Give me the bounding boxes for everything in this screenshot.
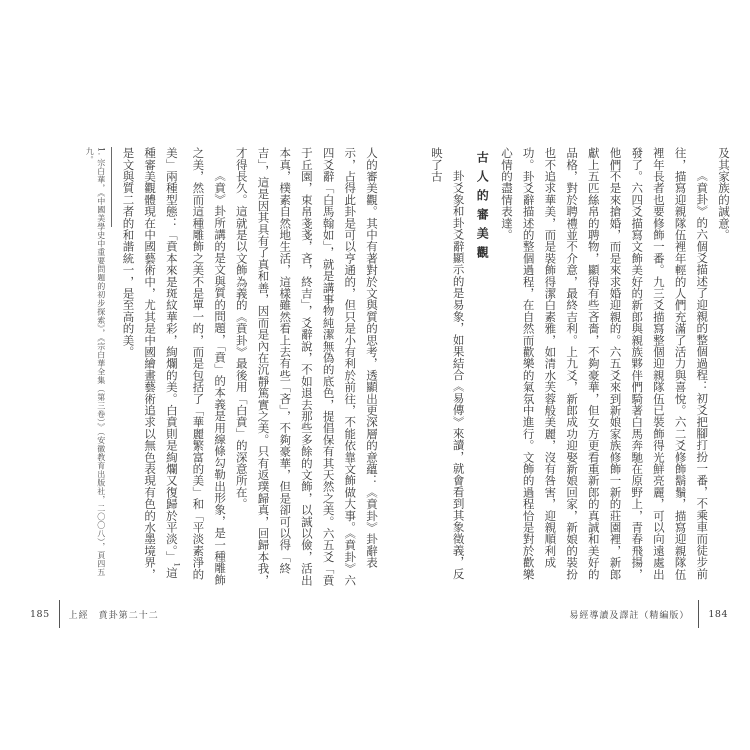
paragraph-continued-aesthetics: 人的審美觀。其中有著對於文與質的思考，透顯出更深層的意蘊：《賁卦》卦辭表示，占得此卦是可以亨通的，但只是小有利於前往，不能依靠文飾做大事。《賁卦》六四爻辭「白馬翰如」，就是講事物純潔無偽的底色，提倡保有其天然之美。六五爻「賁于丘園，束帛戔戔，吝，終吉」，爻辭說，不如退去那些多餘的文飾，以誠以儉，活出本真，樸素自然地生活，這樣雖然看上去有些「吝」，不夠豪華，但是卻可以得「終吉」，這是因其具有了真和善，因而是內在沉靜篤實之美。只有返璞歸真，回歸本我，才得長久。這就是以文飾為義的《賁卦》最後用「白賁」的深意所在。 [234, 147, 379, 586]
paragraph-wen-and-zhi [117, 147, 230, 588]
left-page-text [84, 147, 382, 588]
paragraph-bigua-six-lines: 《賁卦》的六個爻描述了迎親的整個過程：初爻把腳打扮一番，不乘車而徒步前往，描寫迎親隊伍裡年輕的人們充滿了活力與喜悅。六二爻修飾鬍鬚，描寫迎親隊伍裡年長者也要修飾一番。九三爻描寫整個迎親隊伍已裝飾得光鮮亮麗，可以向遠處出發了。六四爻描寫文飾美好的新郎與親族夥伴們騎著白馬奔馳在原野上，青春飛揚，他們不是來搶婚，而是來求婚迎親的。六五爻來到新娘家族修飾一新的莊園裡，新郎獻上五匹絲帛的聘物，顯得有些吝嗇，不夠豪華，但女方更看重新郎的真誠和美好的品格，對於聘禮並不介意，最終吉利。上九爻，新郎成功迎娶新娘回家，新娘的裝扮也不追求華美，而是裝飾得潔白素雅，如清水芙蓉般美麗，沒有咎害，迎親順利成功。卦爻辭描述的整個過程，在自然而歡樂的氣氛中進行。文飾的過程恰是對於歡樂心情的盡情表達。 [499, 147, 710, 580]
left-page-footer [30, 600, 159, 628]
paragraph-text-after-footnote: 這種審美觀體現在中國藝術中，尤其是中國繪畫藝術追求以無色表現有色的水墨境界，是文與質二者的和諧統一，是至高的美。 [121, 147, 179, 580]
footer-divider-line [59, 600, 60, 628]
footer-divider-line [698, 600, 699, 628]
page-number-right: 184 [708, 608, 728, 620]
paragraph-text-before-footnote: 《賁》卦所講的是文與質的問題，「賁」的本義是用線條勾勒出形象，是一種雕飾之美，然而這種雕飾之美不是單一的，而是包括了「華麗繁富的美」和「平淡素淨的美」兩種型態：「賁本來是斑紋華彩，絢爛的美。白賁則是絢爛又復歸於平淡。」 [164, 147, 228, 586]
footnote-citation: 1. 宗白華，《中國美學史中重要問題的初步探索》，《宗白華全集（第三卷）》（安徽教育出版社，二〇〇八），頁四五九。 [85, 147, 106, 577]
footnote-ref-marker: 1 [172, 562, 181, 567]
book-title-footer: 易經導讀及譯註（精編版） [569, 610, 690, 621]
right-page-text [425, 147, 734, 588]
right-page-footer [569, 600, 728, 628]
chapter-title-footer: 上經 賁卦第二十二 [68, 610, 159, 621]
footnote-separator-rule [111, 147, 112, 227]
section-heading: 古人的審美觀 [475, 151, 490, 265]
paragraph-aesthetics-intro: 卦爻象和卦爻辭顯示的是易象，如果結合《易傳》來讀，就會看到其象徵義，反映了古 [429, 147, 466, 580]
page-number-left: 185 [30, 608, 50, 620]
paragraph-continued-from-previous: 及其家族的誠意。 [717, 147, 731, 241]
